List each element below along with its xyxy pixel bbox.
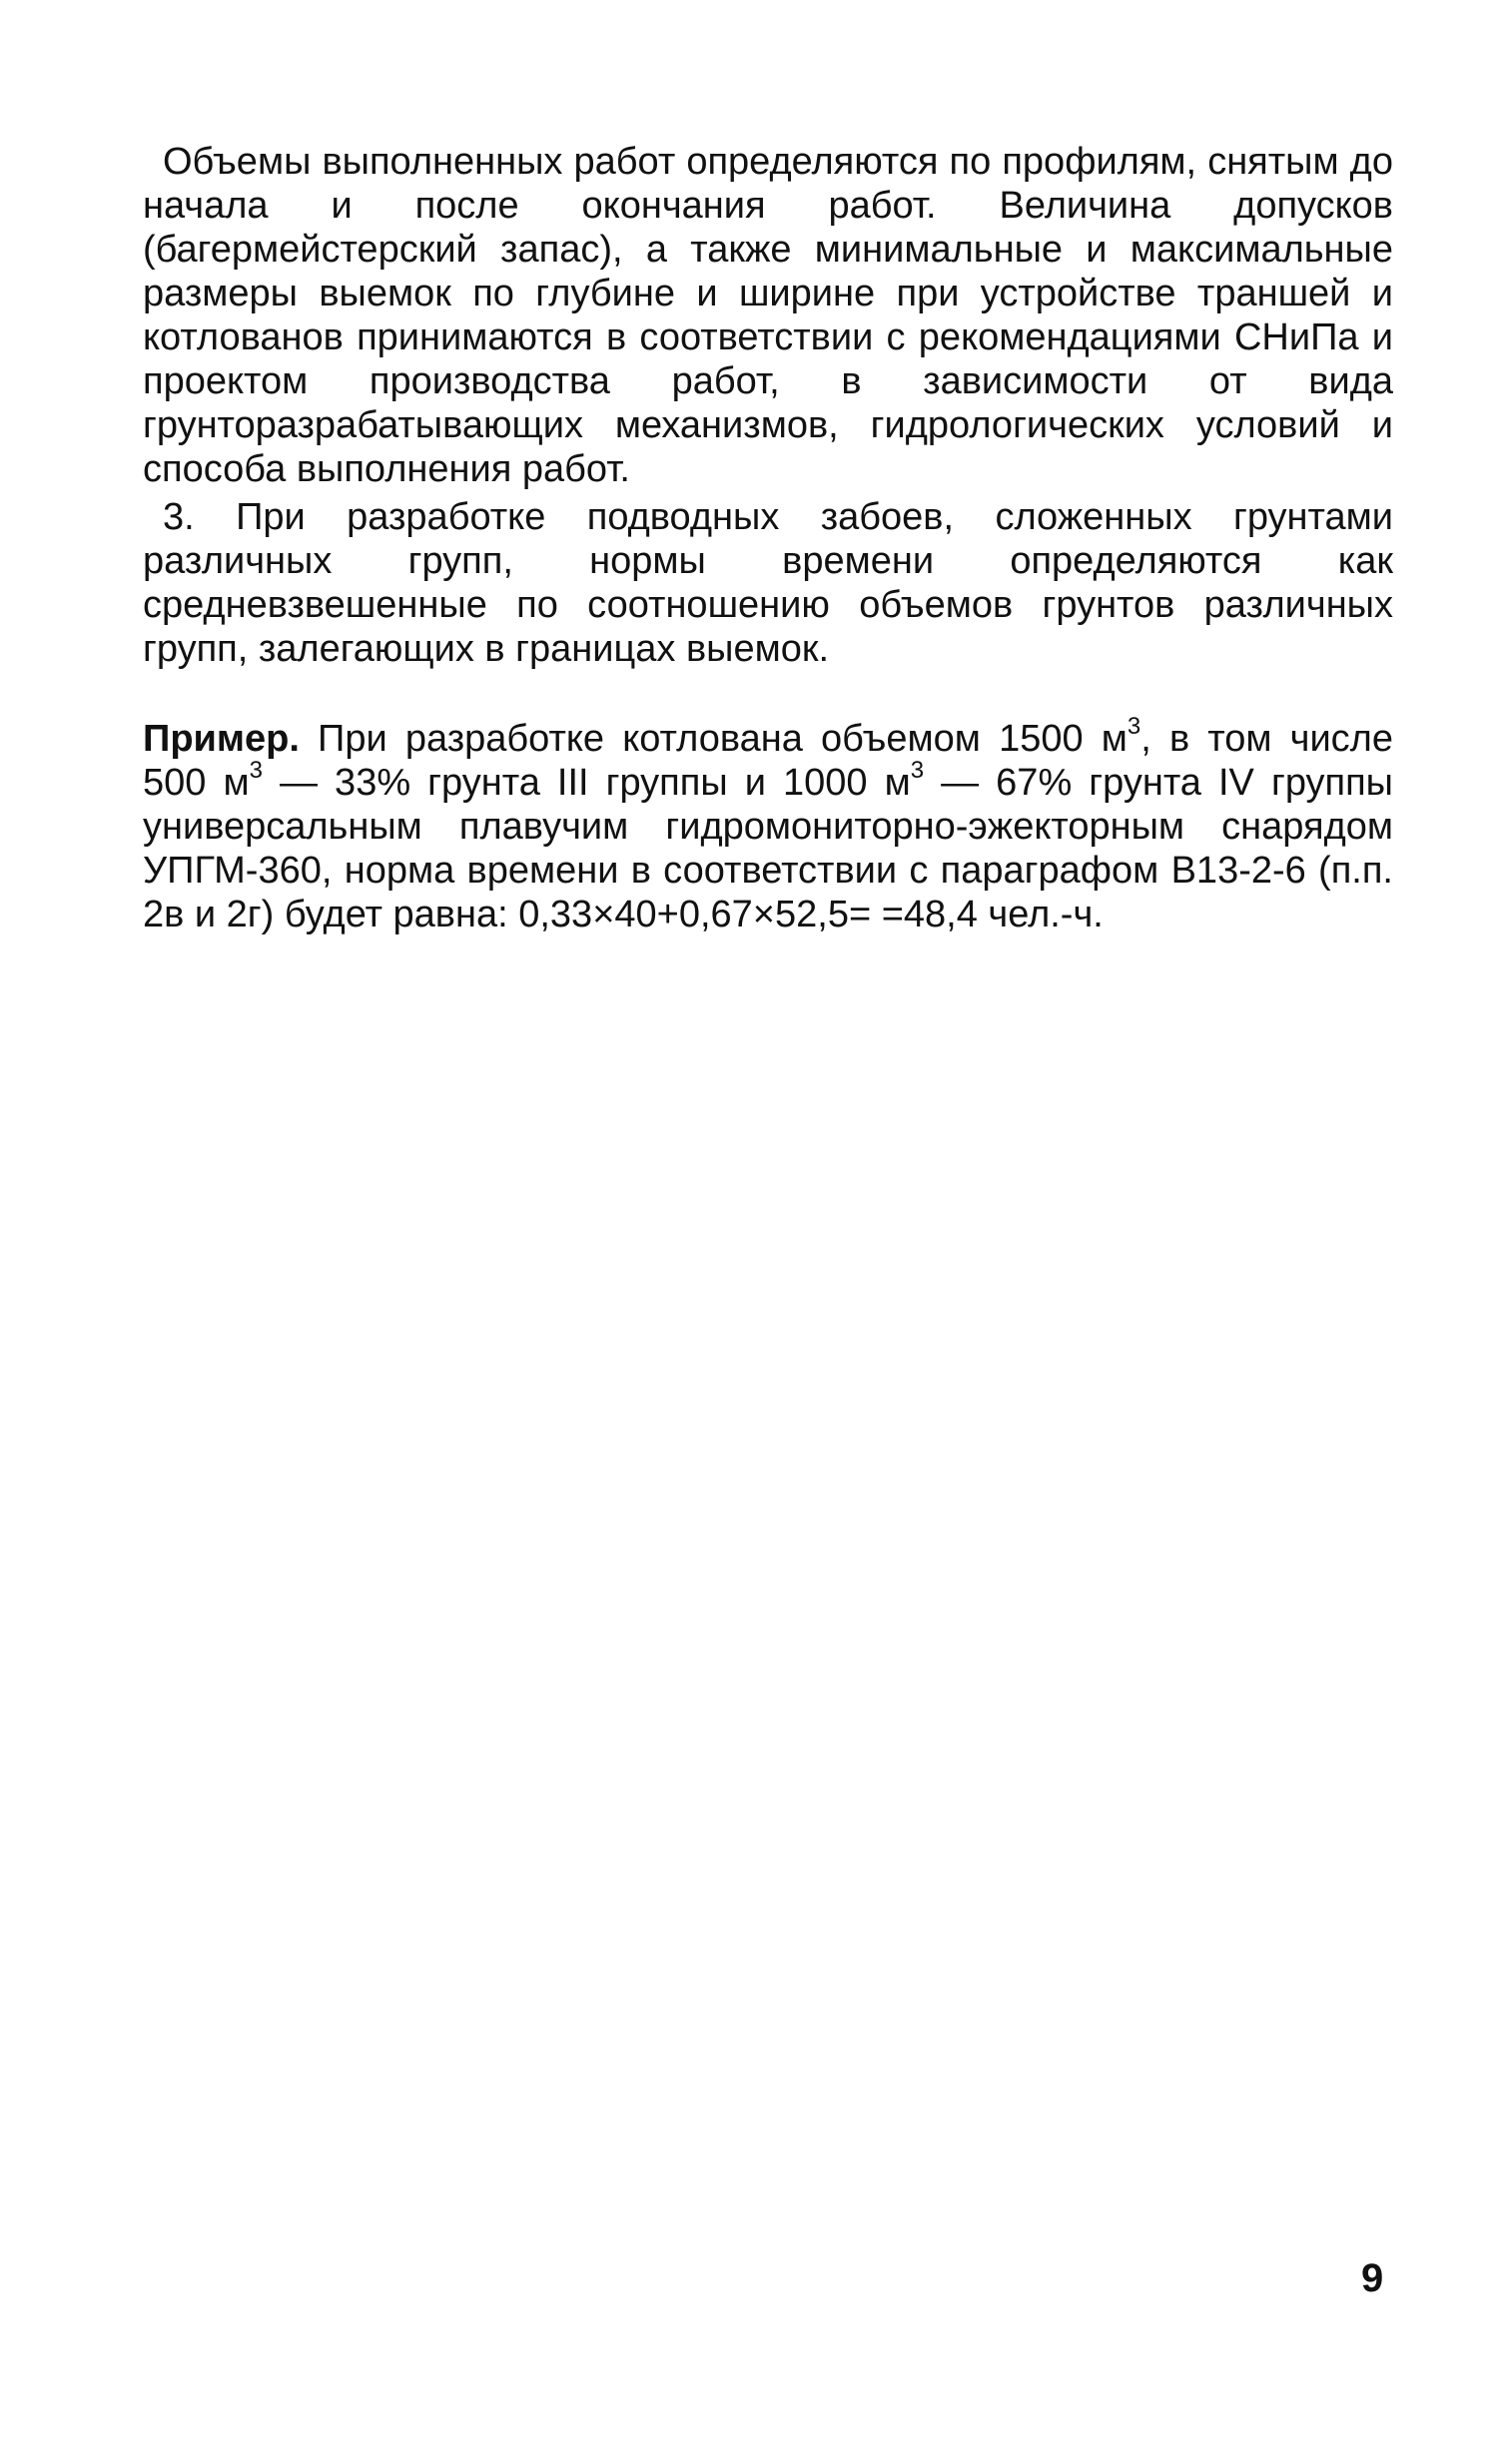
example-paragraph — [143, 713, 1393, 936]
example-text-part-4: — 67% грунта IV группы универсальным плавучим гидромониторно-эжекторным снарядом УПГМ-360, норма времени в соответствии с параграфом В13-2-6 (п.п. 2в и 2г) будет равна: 0,33×40+0,67×52,5= =48,4 чел.-ч. — [143, 762, 1393, 935]
superscript-cubic-3: 3 — [910, 757, 925, 785]
paragraph-item-3 — [143, 495, 1393, 671]
example-text-part-2: , в том числе 500 м — [143, 718, 1393, 804]
example-label: Пример. — [143, 718, 300, 760]
paragraph-volumes — [143, 140, 1393, 491]
example-text — [143, 713, 1393, 936]
superscript-cubic-2: 3 — [249, 757, 263, 785]
example-text-part-1: При разработке котлована объемом 1500 м — [299, 718, 1128, 760]
paragraph-volumes-text: Объемы выполненных работ определяются по профилям, снятым до начала и после окончания работ. Величина допусков (багермейстерский запас), а также минимальные и максимальные размеры выемок по глубине и ширине при устройстве траншей и котлованов принимаются в соответствии с рекомендациями СНиПа и проектом производства работ, в зависимости от вида грунторазрабатывающих механизмов, гидрологических условий и способа выполнения работ. — [143, 141, 1393, 490]
page-number: 9 — [1361, 2256, 1384, 2300]
paragraph-item-3-text: 3. При разработке подводных забоев, сложенных грунтами различных групп, нормы времени определяются как средневзвешенные по соотношению объемов грунтов различных групп, залегающих в границах выемок. — [143, 496, 1393, 670]
example-text-part-3: — 33% грунта III группы и 1000 м — [262, 762, 911, 804]
superscript-cubic-1: 3 — [1127, 713, 1141, 741]
